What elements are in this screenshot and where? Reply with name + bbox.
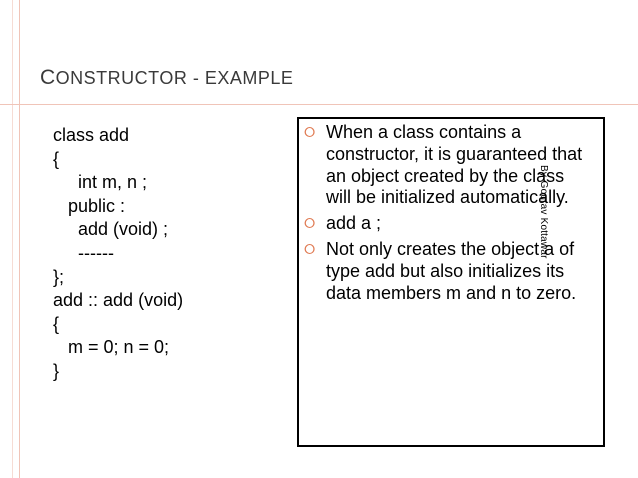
code-line: add (void) ; <box>53 219 169 240</box>
title-rest: ONSTRUCTOR <box>55 68 188 88</box>
code-line: { <box>53 148 60 169</box>
circle-bullet-icon: ⭘ <box>304 124 316 140</box>
code-line: } <box>53 360 60 381</box>
bullet-text: When a class contains a constructor, it is guaranteed that an object created by the class will be initialized automatically. <box>326 122 583 208</box>
code-example <box>53 124 183 384</box>
title-initial: C <box>40 66 56 89</box>
bullet-text: add a ; <box>326 213 382 234</box>
decorative-rule-inner <box>19 0 20 478</box>
bullet-item <box>304 213 594 235</box>
decorative-rule-outer <box>12 0 13 478</box>
explanation-bullets <box>304 122 594 304</box>
title-underline-rule <box>0 104 638 105</box>
title-subtitle: EXAMPLE <box>204 68 294 88</box>
bullet-item <box>304 239 594 304</box>
code-line: m = 0; n = 0; <box>53 337 170 358</box>
code-line: { <box>53 313 60 334</box>
circle-bullet-icon: ⭘ <box>304 215 316 232</box>
circle-bullet-icon: ⭘ <box>304 240 316 257</box>
slide-title <box>40 66 293 90</box>
code-line: add :: add (void) <box>53 290 184 311</box>
code-line: public : <box>53 195 126 216</box>
code-line: class add <box>53 125 130 145</box>
code-line: int m, n ; <box>53 172 148 193</box>
bullet-text: Not only creates the object a of type add but also initializes its data members m and n to zero. <box>326 238 577 303</box>
bullet-item <box>304 122 594 209</box>
code-line: ------ <box>53 242 114 263</box>
code-line: }; <box>53 266 65 287</box>
title-separator: - <box>187 68 205 88</box>
author-credit: By-Gourav Kottawar <box>538 165 549 259</box>
